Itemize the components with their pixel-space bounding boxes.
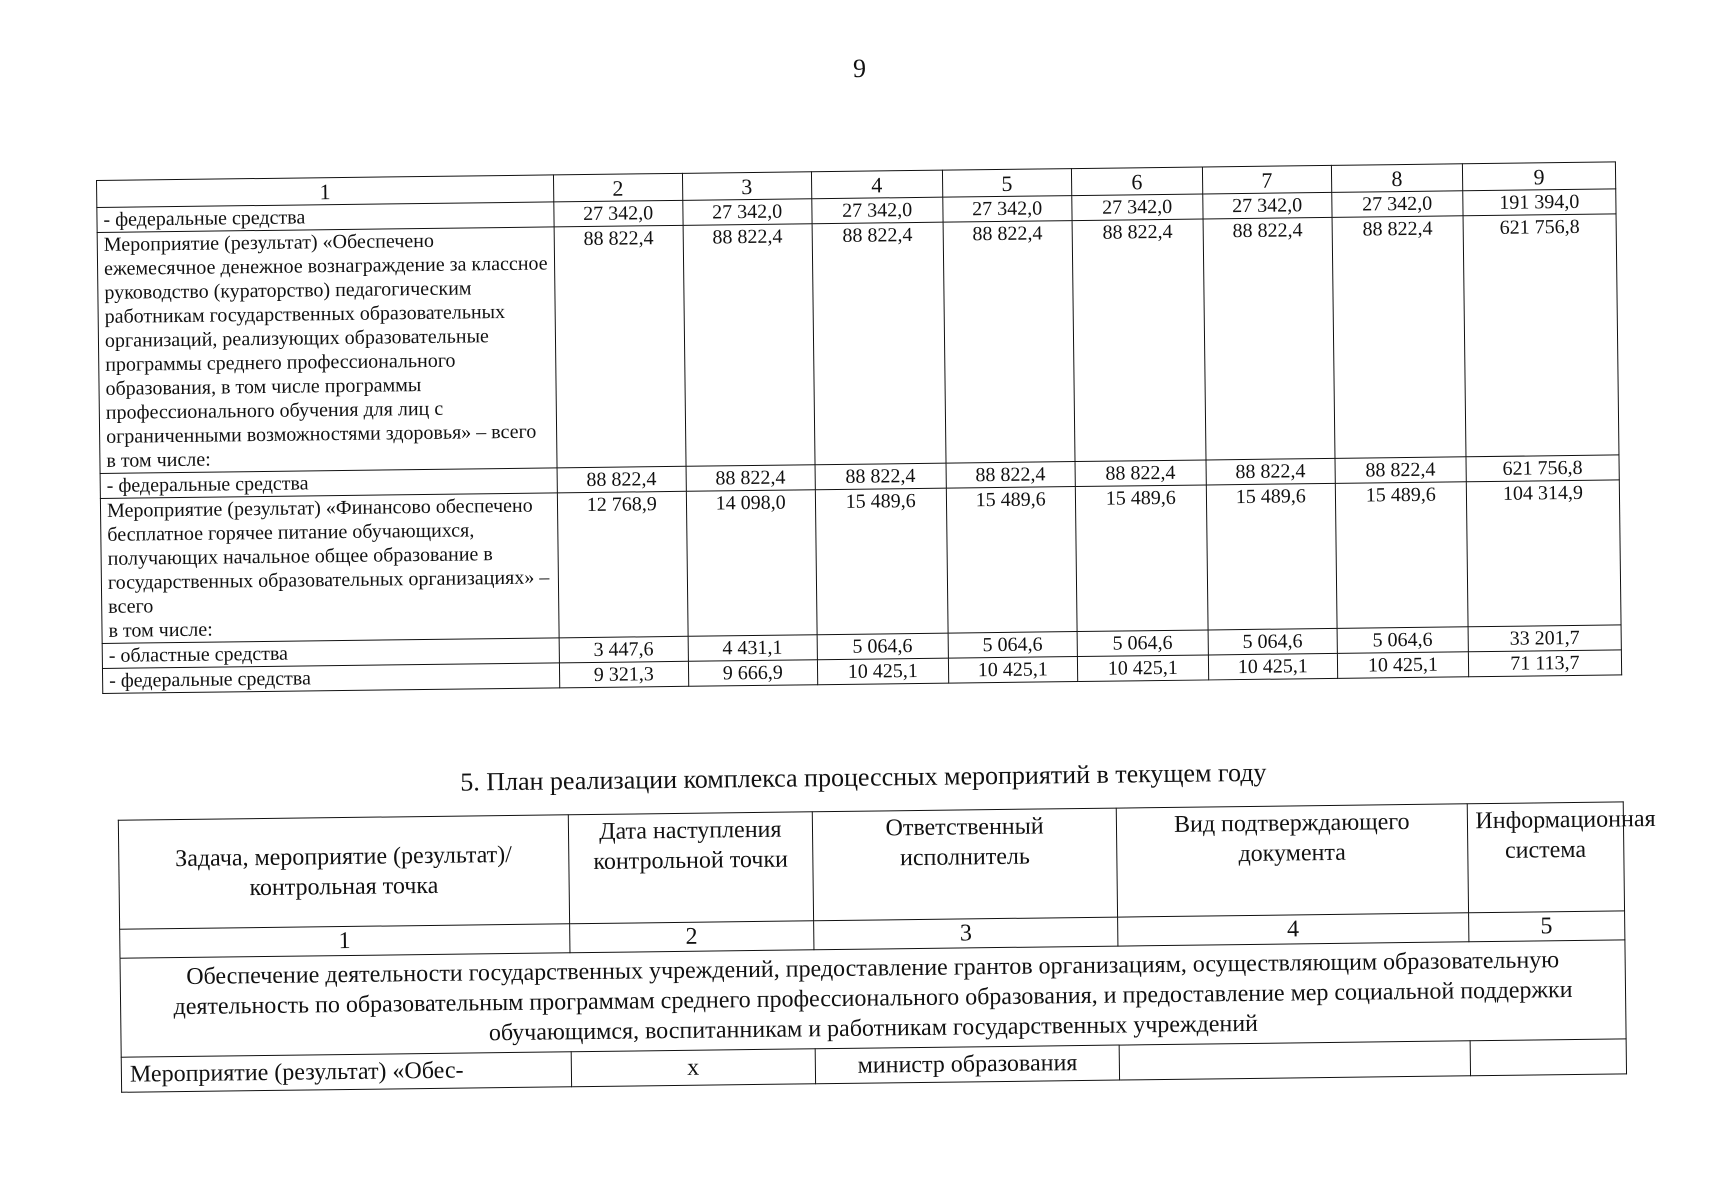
value-cell: 5 064,6 — [1208, 628, 1337, 655]
value-cell: 88 822,4 — [1335, 457, 1466, 484]
plan-table — [118, 801, 1656, 1092]
col-number: 2 — [569, 921, 814, 953]
value-cell: 88 822,4 — [946, 462, 1075, 489]
value-cell: 27 342,0 — [683, 199, 812, 226]
value-cell: 27 342,0 — [811, 197, 942, 224]
plan-header-system: Информационная система — [1467, 802, 1625, 913]
value-cell: 27 342,0 — [554, 200, 683, 227]
plan-cell-system — [1470, 1039, 1627, 1076]
document-body — [96, 161, 1656, 1088]
col-header: 9 — [1462, 162, 1615, 191]
value-cell: 10 425,1 — [817, 658, 948, 685]
row-sublabel: в том числе: — [108, 618, 213, 642]
value-cell: 88 822,4 — [815, 463, 946, 490]
plan-cell-date: х — [571, 1049, 816, 1087]
col-header: 5 — [942, 169, 1071, 198]
value-cell: 14 098,0 — [686, 490, 817, 637]
col-number: 4 — [1118, 913, 1469, 946]
value-cell: 27 342,0 — [1071, 194, 1202, 221]
value-cell: 12 768,9 — [557, 491, 688, 638]
value-cell: 27 342,0 — [943, 196, 1072, 223]
value-cell: 5 064,6 — [817, 633, 948, 660]
finance-row — [100, 480, 1621, 644]
value-cell: 15 489,6 — [1206, 483, 1337, 630]
plan-header-row — [118, 802, 1624, 929]
finance-row — [97, 214, 1619, 474]
value-cell: 9 666,9 — [688, 660, 817, 687]
col-header: 3 — [682, 172, 811, 201]
plan-task-row — [120, 940, 1626, 1057]
value-cell: 4 431,1 — [688, 635, 817, 662]
section-title: 5. План реализации комплекса процессных мероприятий в текущем году — [460, 757, 1267, 797]
value-cell: 88 822,4 — [1332, 216, 1466, 459]
value-cell: 88 822,4 — [557, 466, 686, 493]
value-cell: 10 425,1 — [948, 657, 1077, 684]
col-number: 5 — [1468, 911, 1625, 942]
value-cell: 10 425,1 — [1208, 653, 1337, 680]
finance-table — [96, 161, 1622, 694]
col-header: 6 — [1071, 167, 1202, 196]
value-cell: 88 822,4 — [554, 225, 686, 468]
row-label-text: Мероприятие (результат) «Обеспечено ежемесячное денежное вознаграждение за классное руководство (кураторство) педагогическим работникам государственных образовательных организаций, реализующих образовательные программы среднего профессионального образования, в том числе программы профессионального обучения для лиц с ограниченными возможностями здоровья» – всего — [103, 229, 548, 448]
plan-header-executor: Ответственный исполнитель — [812, 808, 1117, 921]
col-header: 1 — [97, 175, 554, 208]
plan-header-date: Дата наступления контрольной точки — [568, 812, 814, 924]
value-cell: 88 822,4 — [686, 465, 815, 492]
row-sublabel: в том числе: — [106, 448, 211, 472]
value-cell: 33 201,7 — [1468, 625, 1621, 652]
value-cell: 27 342,0 — [1203, 192, 1332, 219]
value-cell: 621 756,8 — [1463, 214, 1619, 457]
value-cell: 71 113,7 — [1468, 650, 1621, 677]
row-label-text: - федеральные средства — [103, 206, 306, 231]
col-header: 7 — [1202, 165, 1331, 194]
value-cell: 88 822,4 — [1075, 460, 1206, 487]
col-number: 3 — [814, 917, 1118, 950]
value-cell: 88 822,4 — [683, 224, 815, 467]
row-label-text: Мероприятие (результат) «Финансово обеспечено бесплатное горячее питание обучающихся, получающих начальное общее образование в государственных образовательных организациях» – всего — [106, 494, 550, 618]
plan-cell-task: Мероприятие (результат) «Обес- — [121, 1052, 571, 1092]
value-cell: 88 822,4 — [1072, 219, 1206, 462]
value-cell: 88 822,4 — [943, 221, 1075, 464]
value-cell: 3 447,6 — [559, 636, 688, 663]
value-cell: 5 064,6 — [1337, 627, 1468, 654]
value-cell: 10 425,1 — [1337, 652, 1468, 679]
value-cell: 15 489,6 — [1335, 482, 1468, 629]
row-label-text: - федеральные средства — [108, 667, 312, 692]
col-header: 8 — [1331, 164, 1462, 193]
value-cell: 621 756,8 — [1466, 455, 1619, 482]
row-label — [102, 663, 559, 694]
col-number: 1 — [120, 924, 570, 958]
row-label-text: - федеральные средства — [106, 472, 309, 497]
value-cell: 88 822,4 — [812, 222, 946, 465]
page-number: 9 — [853, 54, 866, 83]
value-cell: 104 314,9 — [1466, 480, 1621, 627]
plan-header-task: Задача, мероприятие (результат)/ контрольная точка — [118, 815, 569, 929]
row-label — [97, 227, 557, 474]
value-cell: 88 822,4 — [1203, 217, 1335, 460]
value-cell: 5 064,6 — [1077, 630, 1208, 657]
value-cell: 15 489,6 — [946, 487, 1077, 634]
value-cell: 15 489,6 — [815, 488, 948, 635]
value-cell: 27 342,0 — [1332, 191, 1463, 218]
col-header: 4 — [811, 170, 942, 199]
value-cell: 9 321,3 — [559, 661, 688, 688]
col-header: 2 — [553, 173, 682, 202]
row-label — [100, 493, 559, 644]
task-text: Обеспечение деятельности государственных учреждений, предоставление грантов организациям, осуществляющим образовательную деятельность по образовательным программам среднего профессионального образования, и предоставление мер социальной поддержки обучающимся, воспитанникам и работникам государственных учреждений — [120, 940, 1626, 1057]
value-cell: 10 425,1 — [1077, 655, 1208, 682]
value-cell: 191 394,0 — [1463, 189, 1616, 216]
value-cell: 5 064,6 — [948, 632, 1077, 659]
plan-header-document: Вид подтверждающего документа — [1116, 804, 1468, 917]
plan-cell-document — [1119, 1041, 1470, 1080]
row-label-text: - областные средства — [108, 642, 289, 667]
plan-cell-executor: министр образования — [815, 1045, 1119, 1084]
value-cell: 88 822,4 — [1206, 458, 1335, 485]
value-cell: 15 489,6 — [1075, 485, 1208, 632]
